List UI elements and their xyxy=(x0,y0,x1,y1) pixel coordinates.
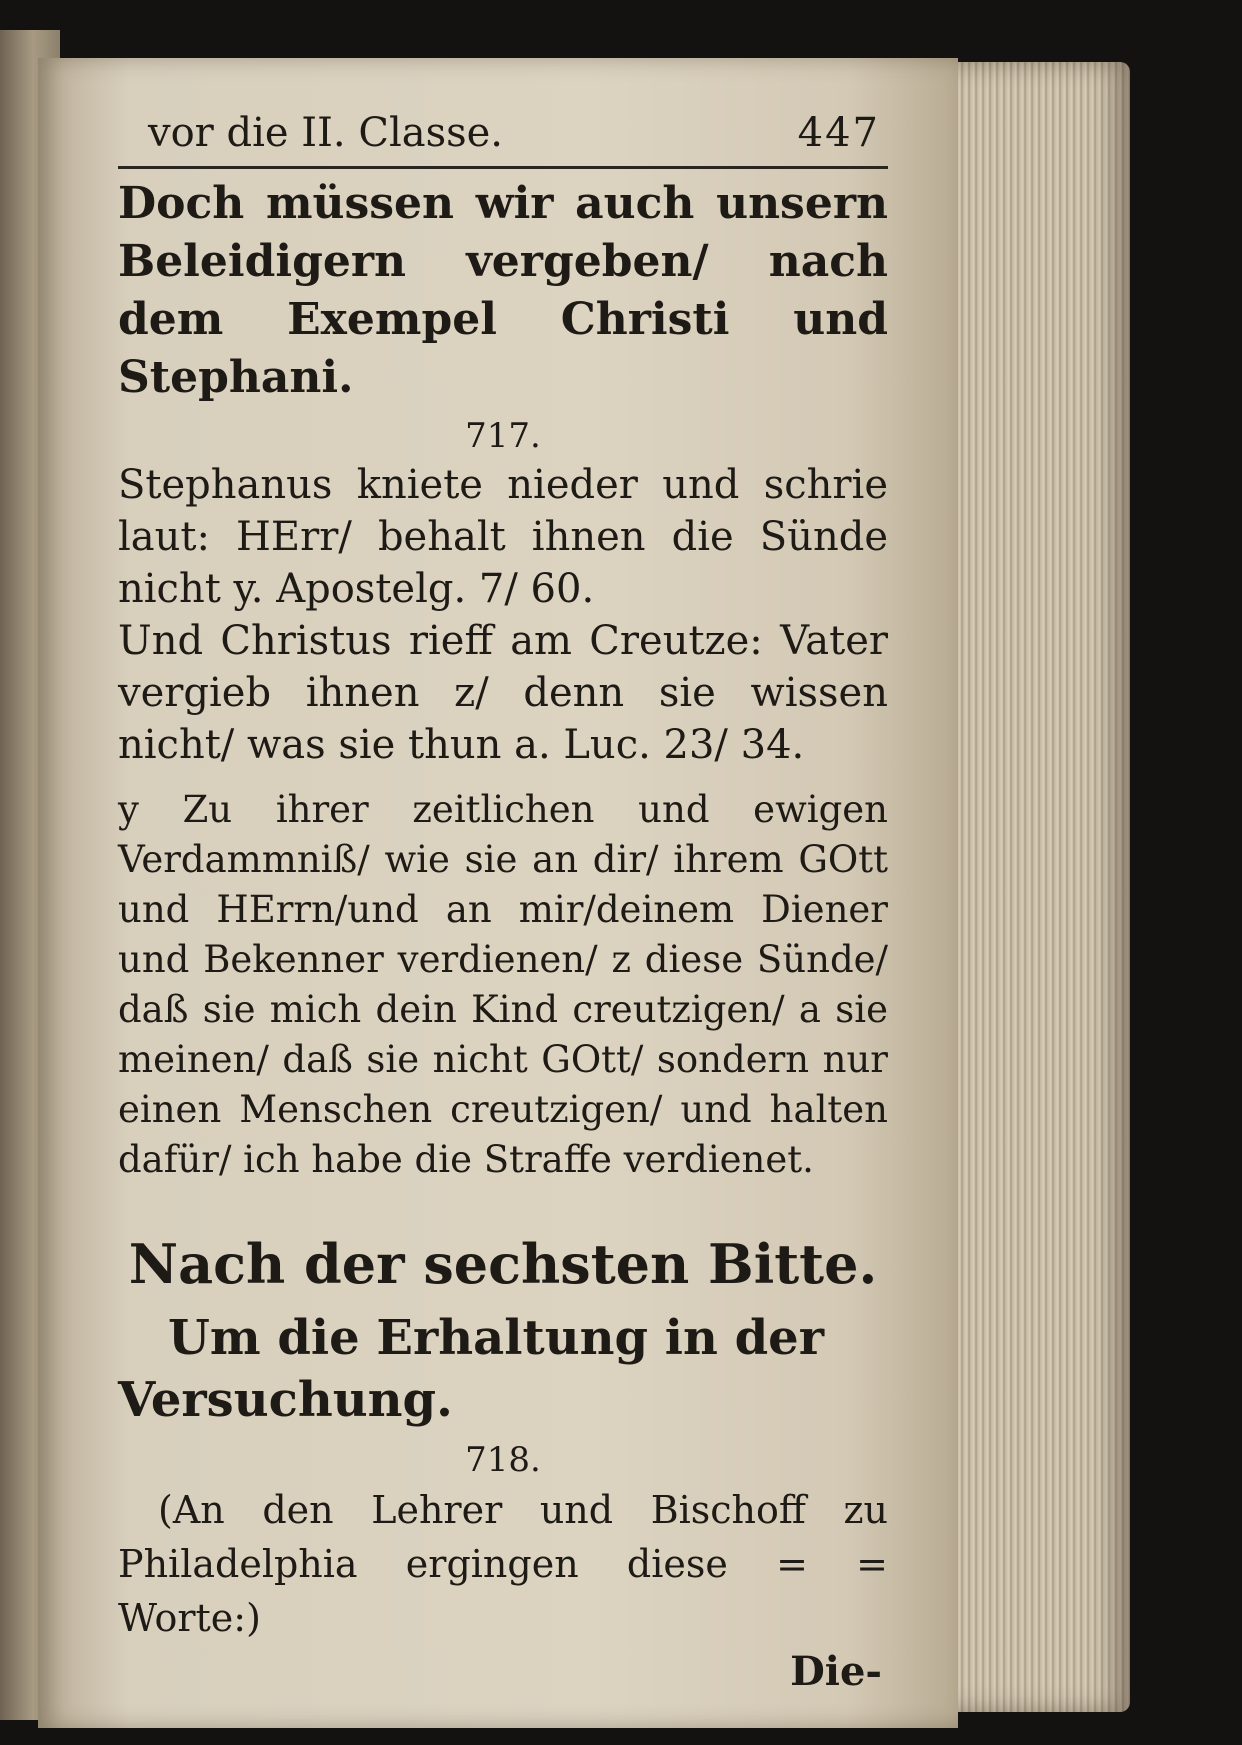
footnotes: y Zu ihrer zeitlichen und ewigen Verdammniß/ wie sie an dir/ ihrem GOtt und HErrn/und an mir/deinem Diener und Bekenner verdienen/ z diese Sünde/ daß sie mich dein Kind creutzigen/ a sie meinen/ daß sie nicht GOtt/ sondern nur einen Menschen creutzigen/ und halten dafür/ ich habe die Straffe verdienet. xyxy=(118,788,888,1181)
catchword: Die- xyxy=(790,1648,882,1695)
page-number: 447 xyxy=(797,110,880,156)
running-title: vor die II. Classe. xyxy=(148,110,504,156)
section-heading: Nach der sechsten Bitte. xyxy=(128,1232,878,1296)
verse-stephanus: Stephanus kniete nieder und schrie laut: HErr/ behalt ihnen die Sünde nicht y. Apostelg. 7/ 60. xyxy=(118,462,888,612)
section-subheading: Um die Erhaltung in der Versuchung. xyxy=(118,1310,824,1428)
section-number-718: 718. xyxy=(465,1440,541,1480)
verse-christus: Und Christus rieff am Creutze: Vater vergieb ihnen z/ denn sie wissen nicht/ was sie thun a. Luc. 23/ 34. xyxy=(118,618,888,768)
section-718-text: (An den Lehrer und Bischoff zu Philadelphia ergingen diese = = Worte:) xyxy=(118,1488,888,1640)
page-text xyxy=(118,110,888,1699)
running-header xyxy=(118,110,888,169)
section-number-717: 717. xyxy=(465,416,541,456)
page-edges xyxy=(950,62,1130,1712)
lead-sentence: Doch müssen wir auch unsern Beleidigern vergeben/ nach dem Exempel Christi und Stephani. xyxy=(118,178,888,403)
